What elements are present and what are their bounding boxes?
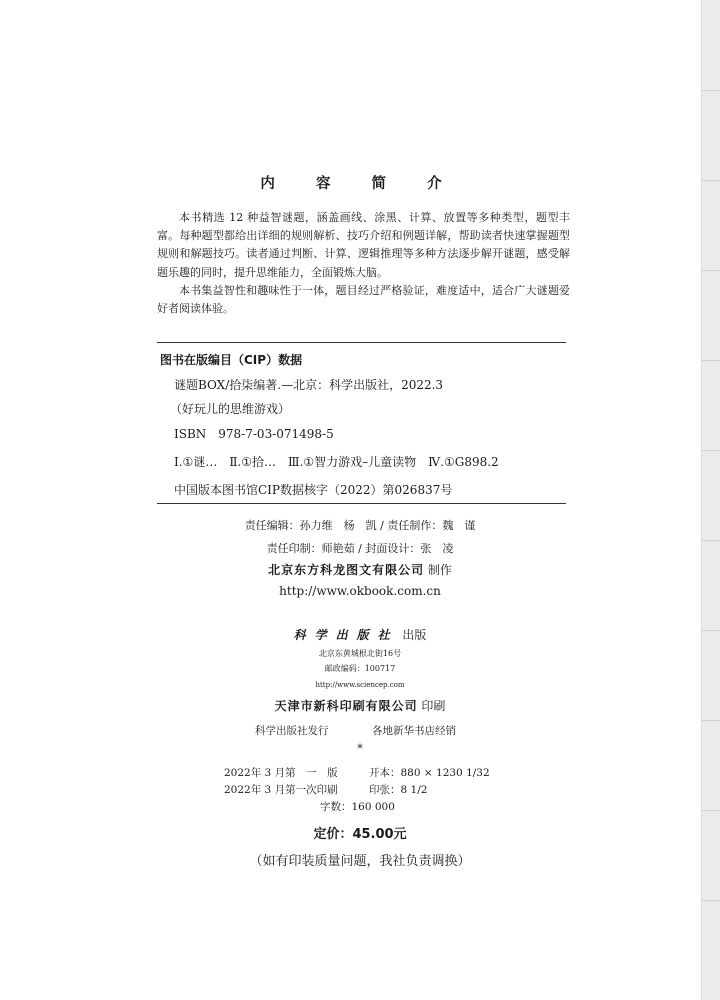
summary-paragraph-2: 本书集益智性和趣味性于一体，题目经过严格验证，难度适中，适合广大谜题爱好者阅读体验。	[157, 283, 570, 316]
edition-line: 2022年 3 月第 一 版	[224, 767, 338, 779]
cip-top-rule	[157, 342, 566, 343]
credits-editors: 责任编辑：孙力维 杨 凯 / 责任制作：魏 谨	[244, 519, 476, 532]
quality-notice: （如有印装质量问题，我社负责调换）	[249, 854, 471, 869]
printer-suffix: 印刷	[421, 699, 446, 713]
printer-name: 天津市新科印刷有限公司	[274, 699, 418, 713]
publisher-url: http://www.sciencep.com	[315, 681, 405, 689]
cip-series: （好玩儿的思维游戏）	[170, 402, 291, 416]
cip-heading: 图书在版编目（CIP）数据	[160, 353, 303, 367]
cip-record-number: 中国版本图书馆CIP数据核字（2022）第026837号	[174, 483, 453, 497]
credits-maker	[0, 561, 720, 578]
publisher-postcode: 邮政编码：100717	[324, 664, 396, 673]
distribution-left: 科学出版社发行	[255, 725, 329, 737]
publisher-line	[0, 626, 720, 643]
publisher-name: 科学出版社	[293, 628, 399, 642]
maker-url: http://www.okbook.com.cn	[279, 584, 441, 598]
publisher-suffix: 出版	[402, 628, 427, 642]
format-line: 开本：880 × 1230 1/32	[369, 767, 490, 779]
maker-suffix: 制作	[427, 563, 452, 577]
sheets-line: 印张：8 1/2	[369, 784, 428, 796]
page-title: 内 容 简 介	[260, 176, 460, 192]
price: 定价：45.00元	[313, 827, 407, 842]
printer-line	[0, 697, 720, 714]
distribution-right: 各地新华书店经销	[372, 725, 456, 737]
cip-isbn: ISBN 978-7-03-071498-5	[174, 427, 334, 441]
cip-bottom-rule	[157, 503, 566, 504]
cip-citation: 谜题BOX/拾柒编著.—北京：科学出版社，2022.3	[174, 378, 444, 392]
maker-company: 北京东方科龙图文有限公司	[268, 563, 425, 577]
cip-classification: Ⅰ.①谜… Ⅱ.①拾… Ⅲ.①智力游戏–儿童读物 Ⅳ.①G898.2	[174, 455, 499, 469]
printing-line: 2022年 3 月第一次印刷	[224, 784, 338, 796]
word-count: 字数：160 000	[320, 801, 395, 813]
credits-printing-design: 责任印制：师艳茹 / 封面设计：张 凌	[266, 542, 454, 555]
summary-paragraph-1: 本书精选 12 种益智谜题，涵盖画线、涂黑、计算、放置等多种类型，题型丰富。每种题型都给出详细的规则解析、技巧介绍和例题详解，帮助读者快速掌握题型规则和解题技巧。读者通过判断、计算、逻辑推理等多种方法逐步解开谜题，感受解题乐趣的同时，提升思维能力，全面锻炼大脑。	[157, 211, 570, 279]
summary-section	[157, 209, 570, 318]
separator-star: *	[357, 742, 363, 755]
publisher-address: 北京东黄城根北街16号	[318, 649, 402, 658]
